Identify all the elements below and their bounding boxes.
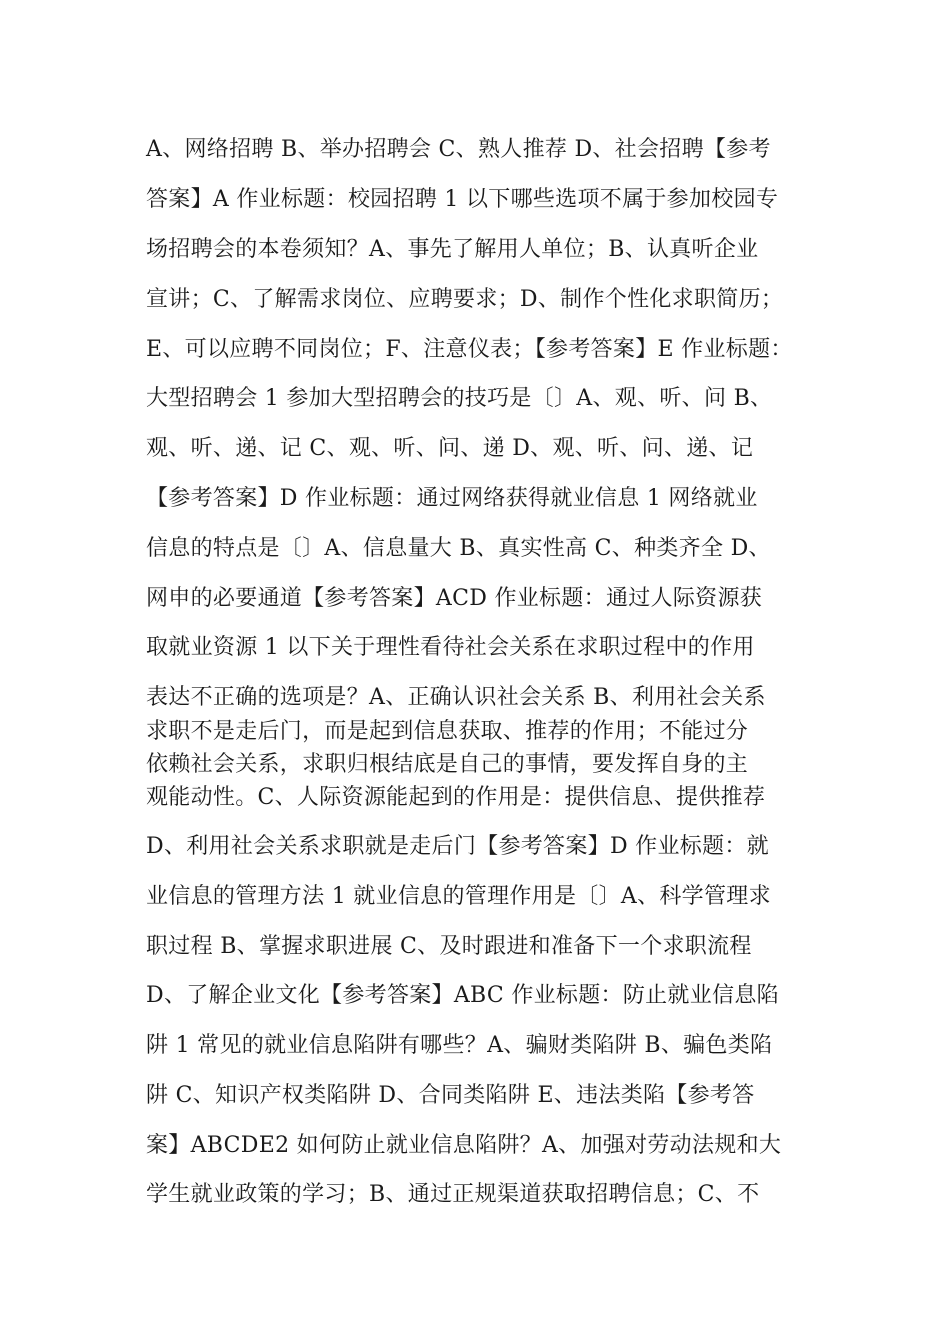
text-line: D、了解企业文化【参考答案】ABC 作业标题：防止就业信息陷 — [146, 983, 779, 1008]
text-line: 求职不是走后门，而是起到信息获取、推荐的作用；不能过分 — [146, 719, 749, 744]
text-line: 业信息的管理方法 1 就业信息的管理作用是〔〕A、科学管理求 — [146, 884, 771, 909]
text-line: 观、听、递、记 C、观、听、问、递 D、观、听、问、递、记 — [146, 436, 754, 461]
text-line: 大型招聘会 1 参加大型招聘会的技巧是〔〕A、观、听、问 B、 — [146, 386, 773, 411]
text-line: 观能动性。C、人际资源能起到的作用是：提供信息、提供推荐 — [146, 785, 766, 810]
text-line: 职过程 B、掌握求职进展 C、及时跟进和准备下一个求职流程 — [146, 934, 752, 959]
text-line: 场招聘会的本卷须知？A、事先了解用人单位；B、认真听企业 — [146, 237, 759, 262]
text-line: D、利用社会关系求职就是走后门【参考答案】D 作业标题：就 — [146, 834, 769, 859]
text-line: 表达不正确的选项是？A、正确认识社会关系 B、利用社会关系 — [146, 685, 766, 710]
text-line: 案】ABCDE2 如何防止就业信息陷阱？A、加强对劳动法规和大 — [146, 1133, 782, 1158]
text-line: 阱 C、知识产权类陷阱 D、合同类陷阱 E、违法类陷【参考答 — [146, 1083, 755, 1108]
text-line: 取就业资源 1 以下关于理性看待社会关系在求职过程中的作用 — [146, 635, 755, 660]
text-line: 答案】A 作业标题：校园招聘 1 以下哪些选项不属于参加校园专 — [146, 187, 779, 212]
text-line: 网申的必要通道【参考答案】ACD 作业标题：通过人际资源获 — [146, 586, 763, 611]
text-line: E、可以应聘不同岗位；F、注意仪表；【参考答案】E 作业标题： — [146, 337, 793, 362]
text-line: 阱 1 常见的就业信息陷阱有哪些？A、骗财类陷阱 B、骗色类陷 — [146, 1033, 773, 1058]
text-line: A、网络招聘 B、举办招聘会 C、熟人推荐 D、社会招聘【参考 — [146, 137, 771, 162]
text-line: 宣讲；C、了解需求岗位、应聘要求；D、制作个性化求职简历； — [146, 287, 784, 312]
text-line: 学生就业政策的学习；B、通过正规渠道获取招聘信息；C、不 — [146, 1182, 760, 1207]
text-line: 【参考答案】D 作业标题：通过网络获得就业信息 1 网络就业 — [146, 486, 758, 511]
text-line: 依赖社会关系，求职归根结底是自己的事情，要发挥自身的主 — [146, 752, 749, 777]
text-line: 信息的特点是〔〕A、信息量大 B、真实性高 C、种类齐全 D、 — [146, 536, 771, 561]
